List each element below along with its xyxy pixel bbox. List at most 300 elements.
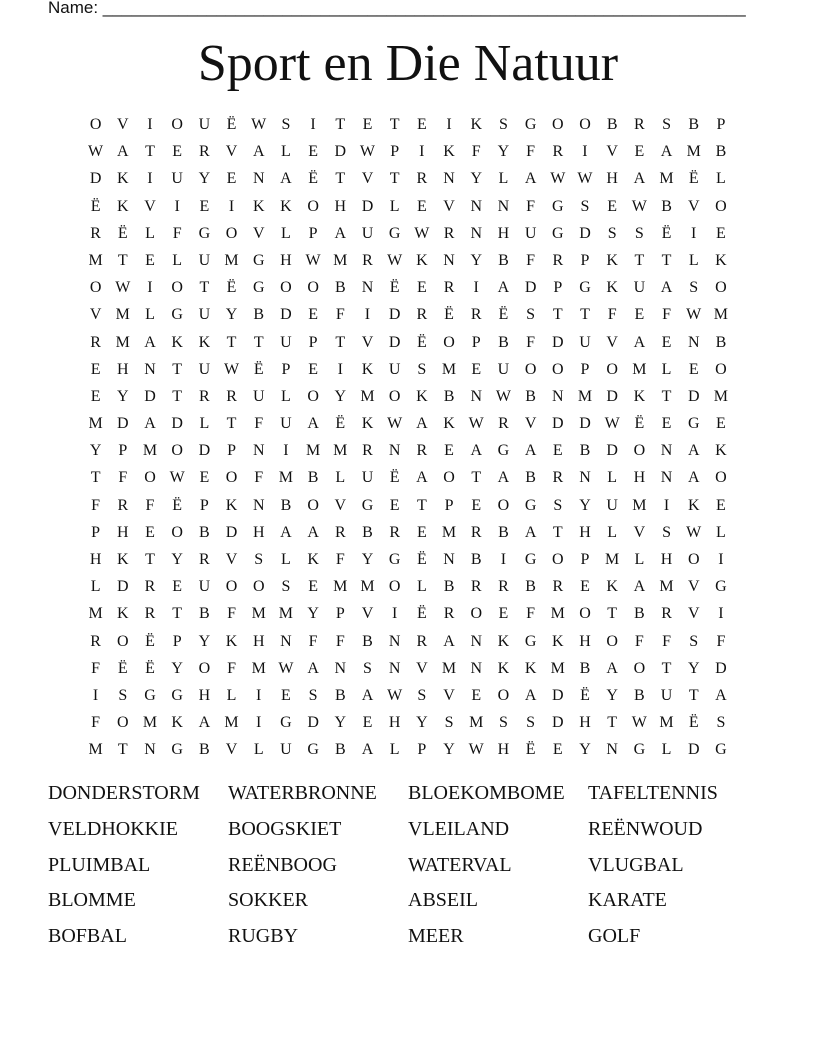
grid-letter: T [117,251,128,269]
grid-letter: F [662,632,671,650]
grid-letter: H [89,551,102,568]
grid-letter: A [497,279,510,297]
grid-letter: D [715,659,727,677]
grid-letter: M [88,741,103,759]
grid-letter: K [198,333,211,351]
grid-letter: O [443,469,455,487]
word-list-item: BLOEKOMBOME [408,782,565,804]
grid-letter: I [147,170,153,188]
word-list-item: PLUIMBAL [48,853,151,876]
grid-letter: S [526,306,536,324]
grid-letter: P [553,279,563,297]
grid-letter: A [687,469,700,487]
grid-letter: D [552,686,564,704]
grid-letter: M [251,659,266,677]
grid-letter: H [579,632,591,650]
grid-letter: O [715,197,727,215]
grid-row [82,193,735,220]
grid-letter: E [172,578,183,596]
grid-letter: H [252,523,265,541]
grid-letter: Y [497,143,510,161]
grid-letter: S [662,116,671,133]
grid-letter: E [552,442,563,460]
grid-letter: T [389,116,400,133]
grid-letter: P [199,496,209,514]
grid-letter: S [417,686,427,704]
grid-letter: D [334,143,347,161]
grid-letter: N [470,197,482,215]
grid-letter: S [444,714,454,732]
grid-letter: W [631,197,647,215]
grid-letter: O [388,578,401,596]
grid-letter: R [634,116,645,133]
grid-letter: G [579,279,591,297]
grid-letter: G [361,496,374,514]
grid-letter: M [305,442,321,460]
grid-letter: T [471,469,482,487]
grid-letter: G [280,714,292,732]
grid-letter: A [660,143,673,161]
grid-letter: T [226,333,237,351]
grid-letter: T [634,251,645,269]
grid-letter: P [335,605,345,623]
grid-letter: E [580,578,590,596]
grid-letter: E [471,686,482,704]
grid-letter: O [225,578,238,596]
grid-row [82,600,735,627]
grid-letter: K [497,659,510,677]
grid-letter: V [606,143,618,161]
grid-letter: U [361,469,374,487]
grid-letter: Ë [416,551,427,568]
grid-row [82,546,735,573]
grid-letter: I [147,116,153,133]
grid-letter: N [252,442,265,460]
grid-letter: O [117,714,129,732]
grid-letter: M [686,143,701,161]
grid-letter: W [169,469,185,487]
grid-letter: O [171,523,183,541]
grid-letter: Ë [145,659,155,677]
grid-letter: S [281,578,291,596]
grid-letter: L [253,741,264,759]
grid-letter: K [117,170,129,188]
grid-row [82,628,735,655]
grid-letter: V [117,116,129,133]
grid-letter: A [524,523,537,541]
grid-letter: I [391,605,398,623]
grid-letter: K [552,632,564,650]
grid-letter: N [252,496,265,514]
grid-letter: Y [470,251,482,269]
grid-letter: L [199,415,210,433]
grid-letter: A [633,578,646,596]
grid-letter: V [443,686,455,704]
grid-letter: W [359,143,376,161]
grid-row [82,301,735,328]
grid-letter: D [606,442,618,460]
word-list-item: REËNWOUD [588,817,703,840]
grid-letter: E [199,469,210,487]
grid-letter: Ë [253,360,264,378]
grid-letter: A [334,224,347,242]
grid-letter: Y [334,387,347,405]
grid-letter: M [88,605,103,623]
grid-letter: L [634,551,645,568]
grid-row [82,274,735,301]
grid-letter: Y [606,686,618,704]
grid-letter: U [524,224,537,242]
grid-letter: G [633,741,646,759]
grid-letter: U [198,251,211,269]
grid-letter: I [691,224,697,242]
grid-letter: N [388,442,401,460]
grid-letter: D [388,306,401,324]
grid-letter: T [172,360,183,378]
grid-letter: L [416,578,427,596]
grid-letter: A [687,442,700,460]
grid-letter: A [633,333,646,351]
grid-letter: I [500,551,507,568]
grid-letter: A [252,143,265,161]
grid-letter: I [582,143,588,161]
grid-letter: U [361,224,374,242]
grid-letter: W [686,306,702,324]
grid-letter: I [446,116,452,133]
grid-letter: B [525,469,536,487]
grid-letter: W [115,279,131,297]
grid-letter: H [117,523,129,541]
grid-letter: T [335,333,346,351]
grid-letter: S [662,523,671,541]
grid-letter: G [715,741,727,759]
grid-letter: I [256,714,262,732]
grid-letter: B [688,116,700,133]
grid-letter: O [280,279,292,297]
grid-letter: A [144,333,156,351]
grid-letter: E [389,496,400,514]
grid-letter: E [416,523,427,541]
grid-letter: L [716,523,726,541]
grid-letter: W [88,143,104,161]
grid-letter: R [226,387,237,405]
grid-letter: F [634,632,644,650]
grid-letter: L [389,197,400,215]
grid-letter: F [308,632,318,650]
grid-letter: T [145,551,155,568]
grid-letter: E [416,116,427,133]
grid-letter: B [715,333,727,351]
grid-letter: N [280,632,292,650]
grid-letter: B [579,659,591,677]
grid-letter: V [524,415,537,433]
word-list-item: WATERBRONNE [228,782,377,804]
grid-letter: Y [416,714,428,732]
grid-letter: O [552,360,564,378]
grid-letter: Y [579,496,591,514]
grid-letter: A [524,686,537,704]
grid-letter: G [171,741,183,759]
grid-letter: O [171,116,183,133]
grid-letter: U [280,333,292,351]
grid-letter: B [498,251,509,269]
grid-letter: S [553,496,563,514]
grid-letter: P [580,551,590,568]
grid-letter: Y [198,170,211,188]
grid-letter: Ë [389,469,400,487]
grid-letter: M [278,469,294,487]
grid-letter: K [443,143,455,161]
grid-letter: R [90,632,101,650]
grid-letter: I [718,551,724,568]
grid-letter: I [364,306,371,324]
grid-letter: E [444,442,454,460]
grid-letter: O [633,659,646,677]
grid-letter: R [470,306,482,324]
grid-letter: M [115,333,130,351]
grid-letter: L [145,224,155,242]
grid-letter: R [443,605,455,623]
grid-letter: O [388,387,401,405]
grid-letter: R [362,251,373,269]
grid-letter: T [552,306,563,324]
grid-letter: W [387,251,403,269]
grid-letter: P [172,632,182,650]
grid-letter: O [552,116,564,133]
grid-letter: L [661,360,672,378]
grid-letter: R [552,251,564,269]
grid-letter: E [362,714,373,732]
grid-letter: R [199,143,210,161]
grid-letter: D [524,279,537,297]
grid-letter: G [252,279,265,297]
grid-letter: E [498,605,509,623]
grid-letter: I [419,143,425,161]
grid-letter: F [254,415,264,433]
grid-letter: D [579,224,591,242]
grid-letter: P [417,741,427,759]
grid-letter: O [307,197,319,215]
grid-letter: K [524,659,537,677]
grid-letter: Y [443,741,455,759]
grid-letter: V [334,496,347,514]
word-list-item: VLUGBAL [588,853,684,876]
grid-letter: F [254,469,264,487]
grid-letter: B [634,605,645,623]
grid-letter: M [632,496,647,514]
grid-letter: S [281,116,291,133]
grid-letter: Ë [145,632,155,650]
grid-letter: O [606,632,618,650]
grid-letter: B [334,279,346,297]
grid-letter: O [497,496,510,514]
grid-letter: K [416,251,428,269]
grid-letter: H [579,523,591,541]
grid-letter: T [688,686,699,704]
grid-letter: T [661,659,672,677]
word-list-item: BOFBAL [48,925,127,948]
grid-letter: N [443,251,455,269]
grid-letter: F [335,632,345,650]
grid-letter: S [308,686,318,704]
grid-letter: R [498,415,509,433]
grid-row [82,410,735,437]
grid-letter: S [498,116,508,133]
grid-letter: R [661,605,672,623]
grid-letter: P [227,442,236,460]
grid-letter: Y [89,442,102,460]
grid-letter: E [145,251,155,269]
grid-letter: L [226,686,237,704]
grid-letter: W [604,415,620,433]
grid-letter: V [225,143,238,161]
grid-letter: S [118,686,128,704]
grid-letter: F [526,143,536,161]
grid-row [82,519,735,546]
grid-letter: T [580,306,590,324]
grid-letter: T [335,170,346,188]
grid-letter: I [473,279,479,297]
grid-row [82,247,735,274]
grid-letter: O [715,360,727,378]
grid-letter: F [526,197,536,215]
grid-letter: E [90,360,101,378]
grid-letter: D [225,523,238,541]
grid-letter: T [607,605,618,623]
grid-letter: N [470,387,482,405]
grid-letter: D [552,714,564,732]
grid-letter: Ë [498,306,509,324]
grid-letter: D [579,415,591,433]
grid-row [82,573,735,600]
grid-letter: E [471,360,482,378]
grid-letter: U [198,360,211,378]
grid-letter: H [280,251,292,269]
grid-letter: Ë [226,279,237,297]
grid-letter: Ë [90,197,101,215]
grid-letter: F [716,632,726,650]
grid-letter: R [199,551,210,568]
word-list-item: SOKKER [228,889,309,912]
grid-letter: O [198,659,211,677]
grid-letter: U [252,387,265,405]
grid-letter: E [716,415,726,433]
grid-letter: O [89,279,102,297]
grid-letter: T [253,333,264,351]
grid-letter: F [227,659,236,677]
grid-letter: F [607,306,617,324]
grid-letter: U [171,170,183,188]
grid-letter: N [660,469,673,487]
grid-letter: M [88,415,103,433]
grid-letter: O [715,469,727,487]
grid-letter: T [145,143,155,161]
grid-letter: H [633,469,646,487]
grid-letter: V [225,551,238,568]
grid-letter: W [223,360,240,378]
grid-letter: R [416,442,428,460]
grid-letter: N [443,551,455,568]
grid-letter: D [198,442,211,460]
grid-letter: Y [470,170,482,188]
grid-letter: B [253,306,265,324]
grid-letter: G [144,686,156,704]
grid-letter: E [172,143,183,161]
grid-letter: E [661,415,672,433]
grid-letter: G [524,551,537,568]
grid-letter: N [660,442,673,460]
grid-letter: I [283,442,289,460]
grid-letter: B [199,605,210,623]
grid-letter: A [660,279,673,297]
word-list-item: RUGBY [228,925,299,948]
grid-letter: E [308,143,318,161]
grid-letter: A [307,415,319,433]
grid-letter: L [281,387,291,405]
grid-letter: W [387,415,403,433]
grid-letter: L [607,469,618,487]
grid-letter: M [441,360,457,378]
grid-letter: V [416,659,428,677]
grid-letter: D [89,170,102,188]
grid-letter: H [497,741,510,759]
grid-letter: O [307,387,319,405]
grid-letter: M [713,387,729,405]
grid-letter: P [444,496,454,514]
grid-letter: B [498,523,509,541]
grid-letter: O [579,605,591,623]
word-list-item: VELDHOKKIE [48,817,178,840]
grid-letter: S [254,551,264,568]
grid-letter: E [362,116,373,133]
grid-letter: W [468,415,484,433]
grid-letter: L [90,578,101,596]
grid-row [82,165,735,192]
grid-letter: I [310,116,316,133]
grid-letter: P [580,251,590,269]
grid-letter: E [716,496,726,514]
grid-letter: G [524,496,537,514]
grid-letter: M [115,306,130,324]
grid-letter: A [470,442,482,460]
grid-letter: A [715,686,727,704]
grid-letter: B [334,741,346,759]
grid-letter: A [280,170,292,188]
grid-letter: R [552,143,564,161]
grid-letter: Ë [416,333,427,351]
grid-letter: P [716,116,726,133]
grid-letter: M [577,387,593,405]
grid-letter: G [524,632,537,650]
grid-letter: F [335,306,345,324]
grid-letter: U [198,578,211,596]
grid-letter: K [225,496,238,514]
grid-letter: W [414,224,430,242]
grid-letter: N [497,197,510,215]
grid-letter: Y [171,551,183,568]
grid-letter: M [88,251,103,269]
word-list-item: WATERVAL [408,853,512,876]
grid-letter: L [498,170,509,188]
grid-letter: O [144,469,156,487]
grid-letter: V [361,170,374,188]
grid-letter: B [579,442,591,460]
grid-letter: O [633,442,646,460]
grid-letter: K [606,251,618,269]
grid-letter: B [199,523,210,541]
grid-letter: I [174,197,180,215]
grid-letter: O [552,551,564,568]
